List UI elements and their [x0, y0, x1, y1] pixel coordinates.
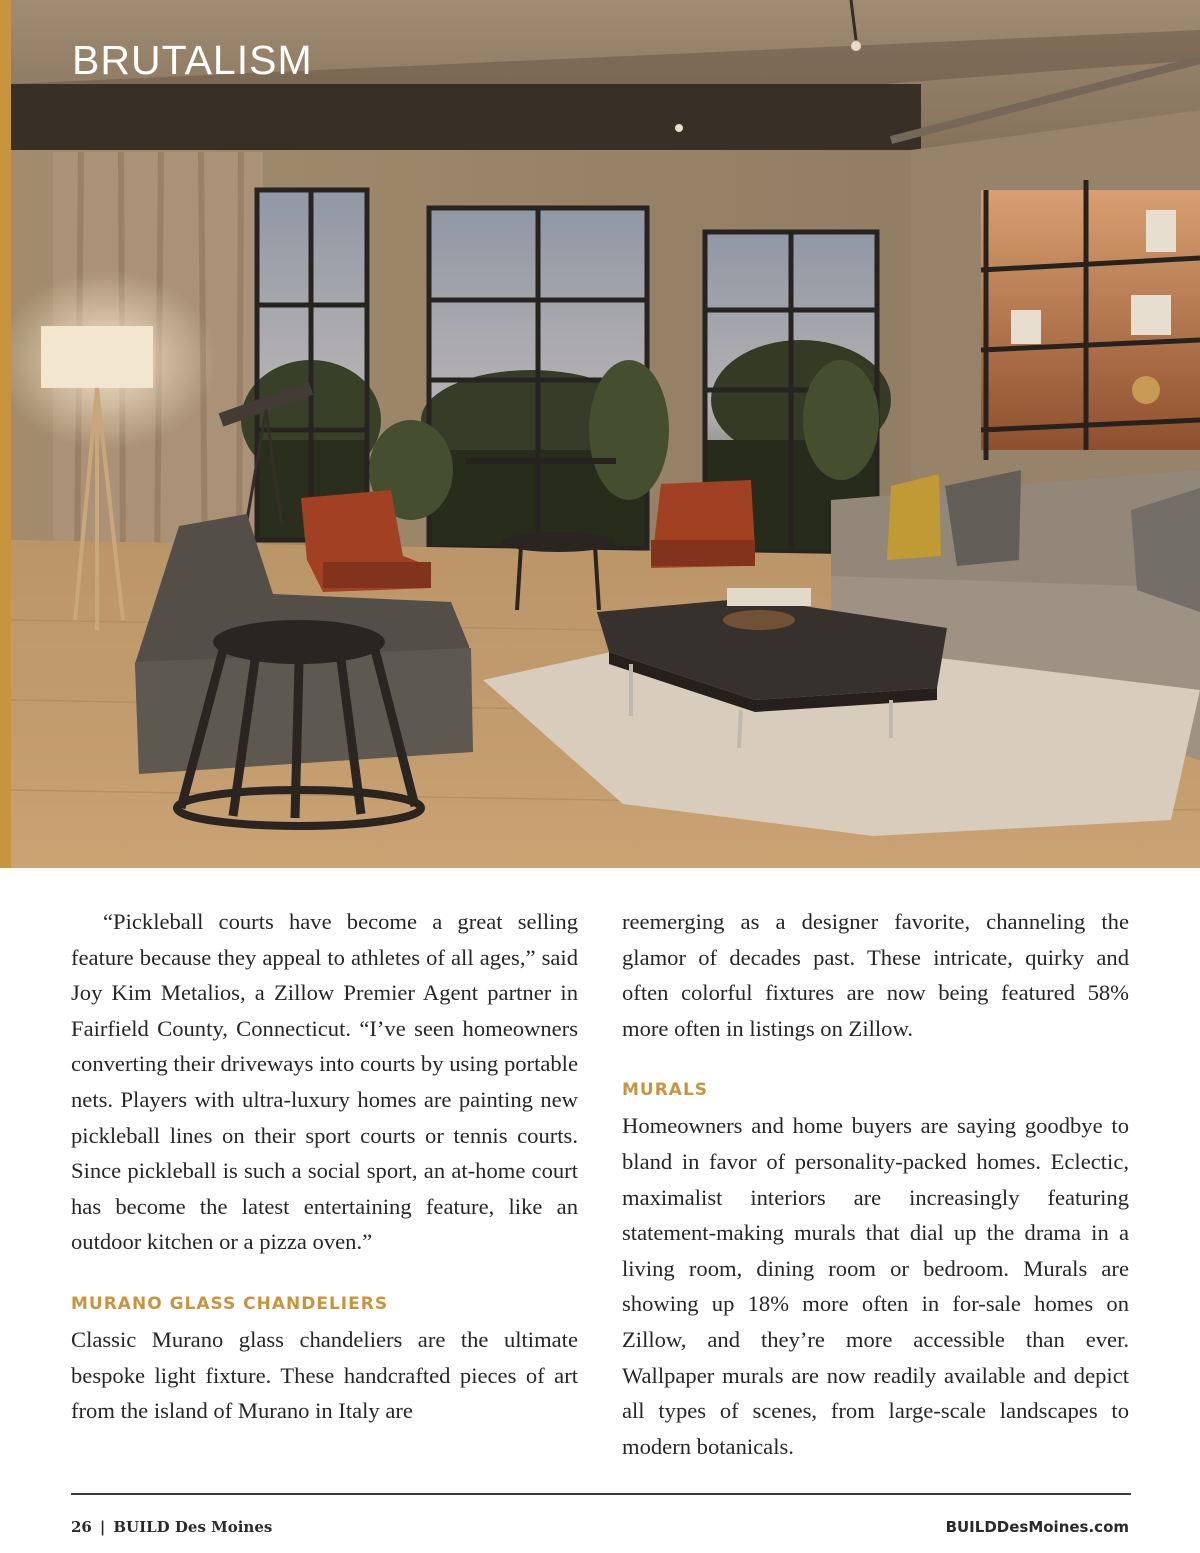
article-paragraph: “Pickleball courts have become a great selling feature because they appeal to athletes of all ages,” said Joy Kim Metalios, a Zillow Premier Agent partner in Fairfield County, Connecticut. “I’ve seen homeowners converting their driveways into courts by using portable nets. Players with ultra-luxury homes are painting new pickleball lines on their sport courts or tennis courts. Since pickleball is such a social sport, an at-home court has become the latest entertaining feature, like an outdoor kitchen or a pizza oven.”	[71, 909, 578, 1255]
article-paragraph: Classic Murano glass chandeliers are the ultimate bespoke light fixture. These handcrafted pieces of art from the island of Murano in Italy are	[71, 1326, 578, 1424]
hero-photo	[11, 0, 1200, 868]
page-number: 26	[71, 1518, 92, 1536]
article-paragraph: reemerging as a designer favorite, channeling the glamor of decades past. These intricate, quirky and often colorful fixtures are now being featured 58% more often in listings on Zillow.	[622, 909, 1129, 1041]
publication-name: BUILD Des Moines	[113, 1518, 273, 1536]
article-paragraph: Homeowners and home buyers are saying goodbye to bland in favor of personality-packed homes. Eclectic, maximalist interiors are increasingly featuring statement-making murals that dial up the drama in a living room, dining room or bedroom. Murals are showing up 18% more often in for-sale homes on Zillow, and they’re more accessible than ever. Wallpaper murals are now readily available and depict all types of scenes, from large-scale landscapes to modern botanicals.	[622, 1113, 1129, 1459]
footer-website[interactable]: BUILDDesMoines.com	[945, 1518, 1129, 1536]
section-subhead: MURANO GLASS CHANDELIERS	[71, 1293, 389, 1314]
footer-folio	[71, 1518, 272, 1536]
living-room-illustration	[11, 0, 1200, 868]
footer-rule	[71, 1493, 1131, 1495]
section-subhead: MURALS	[622, 1080, 709, 1101]
accent-bar	[0, 0, 11, 868]
footer-separator: |	[99, 1518, 106, 1536]
article-column-left	[71, 904, 578, 1429]
article-column-right	[622, 904, 1129, 1464]
section-label: BRUTALISM	[72, 37, 313, 83]
